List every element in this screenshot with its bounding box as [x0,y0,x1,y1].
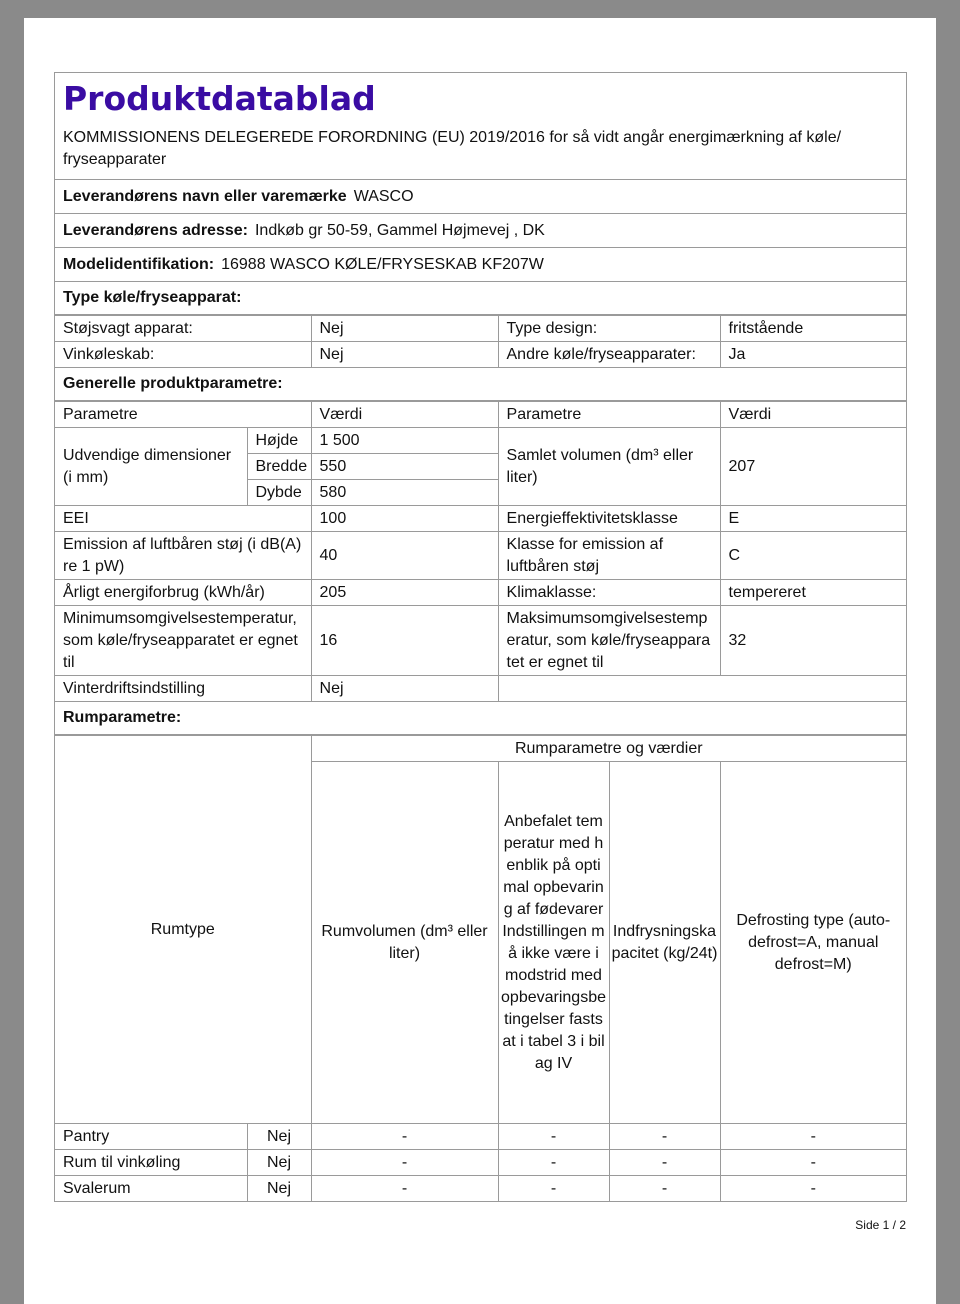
table-row [55,316,906,342]
room-group-header: Rumparametre og værdier [311,736,906,762]
height-value: 1 500 [311,428,498,454]
type-heading: Type køle/fryseapparat: [55,282,906,315]
address-row [55,214,906,248]
room-name: Pantry [55,1124,247,1150]
supplier-row [55,180,906,214]
room-table [55,735,906,1201]
room-defrost: - [720,1150,906,1176]
room-name: Rum til vinkøling [55,1150,247,1176]
depth-label: Dybde [247,480,311,506]
table-row [55,580,906,606]
general-heading: Generelle produktparametre: [55,368,906,401]
regulation-text: KOMMISSIONENS DELEGEREDE FORORDNING (EU) 2019/2016 for så vidt angår energimærkning af køle/ fryseapparater [55,121,906,180]
volume-value: 207 [720,428,906,506]
energy-label: Årligt energiforbrug (kWh/år) [55,580,311,606]
page-title: Produktdatablad [63,79,376,118]
table-row [55,676,906,702]
width-label: Bredde [247,454,311,480]
param-header: Parametre [55,402,311,428]
table-row [55,606,906,676]
room-temp-header: Anbefalet temperatur med henblik på optimal opbevaring af fødevarer Indstillingen må ikke være i modstrid med opbevaringsbetingelser fastsat i tabel 3 i bilag IV [498,762,609,1124]
type-table [55,315,906,368]
room-freeze: - [609,1176,720,1202]
room-defrost: - [720,1124,906,1150]
noise-class-label: Klasse for emission af luftbåren støj [498,532,720,580]
room-defrost: - [720,1176,906,1202]
room-defrost-header: Defrosting type (auto-defrost=A, manual defrost=M) [720,762,906,1124]
room-volume-header: Rumvolumen (dm³ eller liter) [311,762,498,1124]
room-present: Nej [247,1150,311,1176]
max-temp-value: 32 [720,606,906,676]
supplier-label: Leverandørens navn eller varemærke [63,187,347,205]
page-number: Side 1 / 2 [855,1218,906,1232]
table-row [55,342,906,368]
table-row [55,1124,906,1150]
room-volume: - [311,1124,498,1150]
room-temp: - [498,1150,609,1176]
room-temp: - [498,1124,609,1150]
other-label: Andre køle/fryseapparater: [498,342,720,368]
width-value: 550 [311,454,498,480]
address-value: Indkøb gr 50-59, Gammel Højmevej , DK [254,221,545,239]
quiet-value: Nej [311,316,498,342]
table-row [55,1176,906,1202]
min-temp-label: Minimumsomgivelsestemperatur, som køle/fryseapparatet er egnet til [55,606,311,676]
eei-label: EEI [55,506,311,532]
value-header: Værdi [311,402,498,428]
room-volume: - [311,1150,498,1176]
address-label: Leverandørens adresse: [63,221,248,239]
value-header-2: Værdi [720,402,906,428]
document-page [24,18,936,1304]
noise-value: 40 [311,532,498,580]
quiet-label: Støjsvagt apparat: [55,316,311,342]
class-label: Energieffektivitetsklasse [498,506,720,532]
wine-value: Nej [311,342,498,368]
supplier-value: WASCO [353,187,414,205]
table-row [55,506,906,532]
room-present: Nej [247,1124,311,1150]
room-type-header: Rumtype [55,736,311,1124]
room-freeze: - [609,1124,720,1150]
design-value: fritstående [720,316,906,342]
energy-value: 205 [311,580,498,606]
height-label: Højde [247,428,311,454]
room-freeze: - [609,1150,720,1176]
noise-label: Emission af luftbåren støj (i dB(A) re 1 pW) [55,532,311,580]
depth-value: 580 [311,480,498,506]
table-row [55,532,906,580]
model-value: 16988 WASCO KØLE/FRYSESKAB KF207W [221,255,544,273]
room-temp: - [498,1176,609,1202]
other-value: Ja [720,342,906,368]
dimensions-label: Udvendige dimensioner (i mm) [55,428,247,506]
table-row [55,428,906,454]
room-volume: - [311,1176,498,1202]
room-present: Nej [247,1176,311,1202]
model-row [55,248,906,282]
room-freeze-header: Indfrysningskapacitet (kg/24t) [609,762,720,1124]
climate-value: tempereret [720,580,906,606]
table-row [55,736,906,762]
table-row [55,1150,906,1176]
winter-value: Nej [311,676,498,702]
params-table [55,401,906,702]
wine-label: Vinkøleskab: [55,342,311,368]
volume-label: Samlet volumen (dm³ eller liter) [498,428,720,506]
min-temp-value: 16 [311,606,498,676]
max-temp-label: Maksimumsomgivelsestemperatur, som køle/fryseapparatet er egnet til [498,606,720,676]
eei-value: 100 [311,506,498,532]
datasheet [54,72,907,1202]
noise-class-value: C [720,532,906,580]
table-row [55,402,906,428]
empty-cell [498,676,906,702]
room-heading: Rumparametre: [55,702,906,735]
winter-label: Vinterdriftsindstilling [55,676,311,702]
design-label: Type design: [498,316,720,342]
climate-label: Klimaklasse: [498,580,720,606]
param-header-2: Parametre [498,402,720,428]
room-name: Svalerum [55,1176,247,1202]
class-value: E [720,506,906,532]
model-label: Modelidentifikation: [63,255,215,273]
